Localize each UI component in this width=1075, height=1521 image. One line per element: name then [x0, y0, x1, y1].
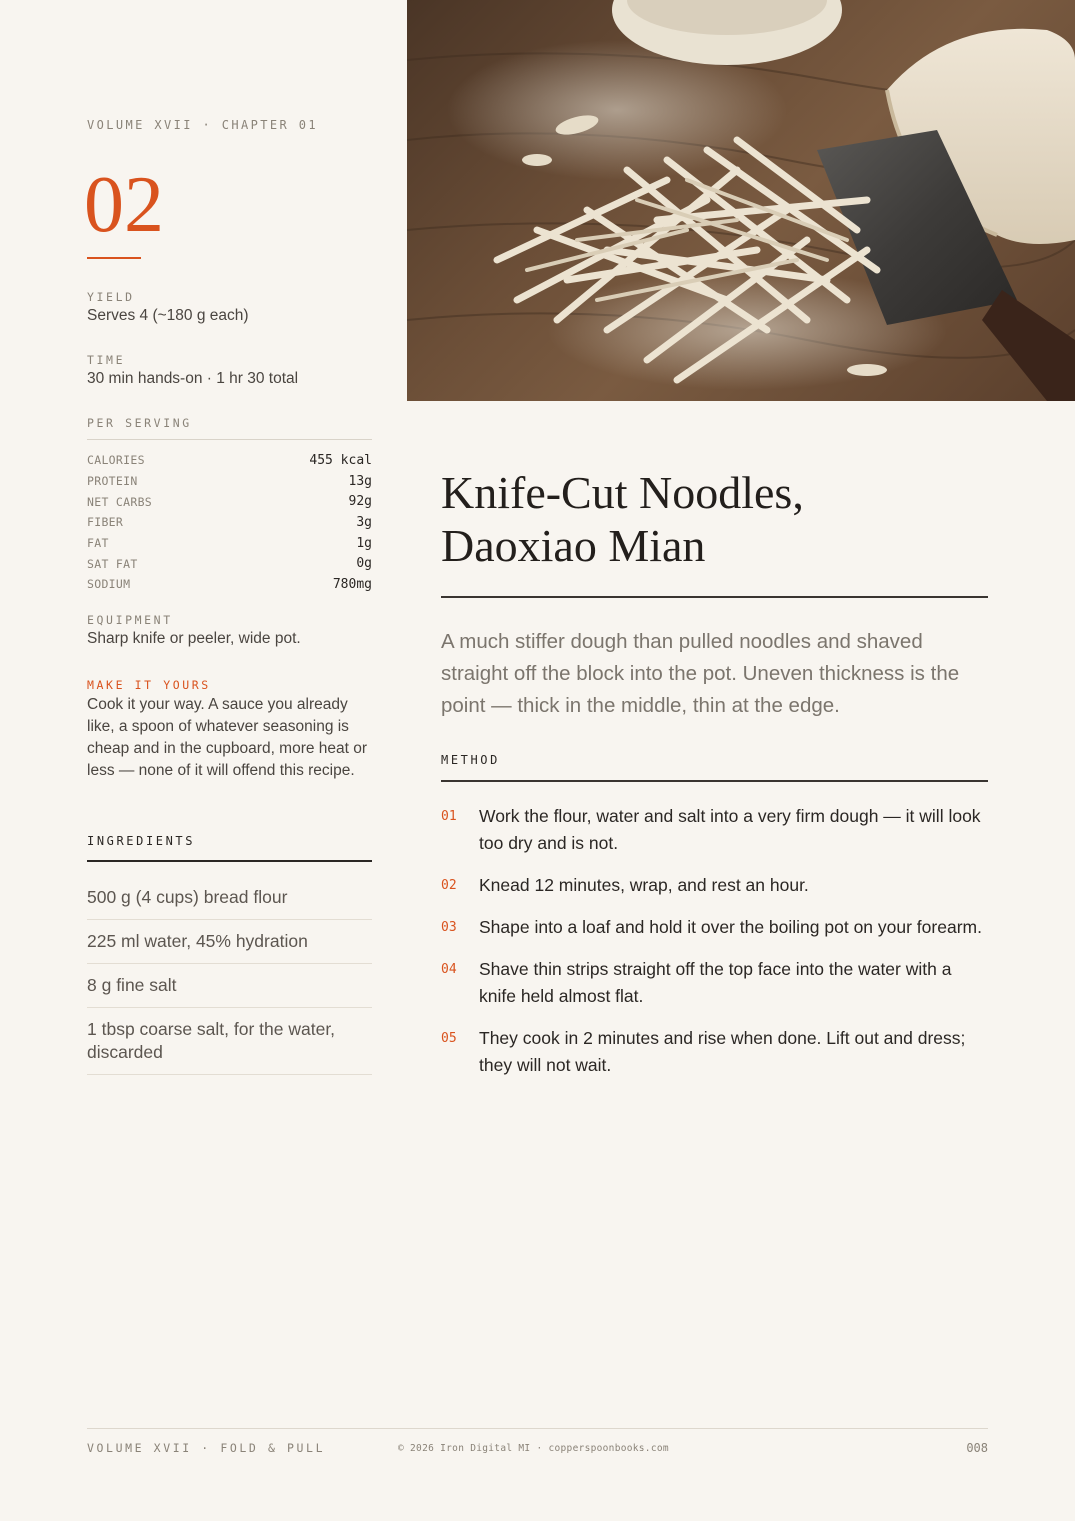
hero-photo	[407, 0, 1075, 401]
equipment-block	[87, 613, 372, 648]
step-text: Work the flour, water and salt into a very firm dough — it will look too dry and is not.	[479, 806, 981, 853]
nutrient-name: FIBER	[87, 515, 124, 530]
nutrition-row	[87, 553, 372, 574]
nutrition-row	[87, 471, 372, 492]
time-label: TIME	[87, 353, 126, 367]
ingredient-item: 500 g (4 cups) bread flour	[87, 862, 372, 920]
nutrition-label: PER SERVING	[87, 416, 372, 440]
nutrient-value: 1g	[356, 535, 372, 551]
equipment-value: Sharp knife or peeler, wide pot.	[87, 630, 301, 647]
nutrition-row	[87, 574, 372, 595]
step-number: 04	[441, 962, 457, 977]
step-number: 05	[441, 1031, 457, 1046]
nutrient-name: NET CARBS	[87, 494, 153, 509]
step-number: 02	[441, 878, 457, 893]
nutrient-name: SAT FAT	[87, 556, 138, 571]
ingredient-item: 8 g fine salt	[87, 964, 372, 1008]
recipe-title-line-2: Daoxiao Mian	[441, 520, 706, 571]
step-number: 01	[441, 809, 457, 824]
method-steps	[441, 803, 988, 1094]
recipe-title	[441, 466, 988, 572]
make-it-yours-label: MAKE IT YOURS	[87, 678, 211, 692]
nutrient-name: CALORIES	[87, 453, 145, 468]
nutrient-name: PROTEIN	[87, 474, 138, 489]
page-number: 008	[966, 1441, 988, 1455]
method-step	[441, 914, 988, 941]
recipe-title-line-1: Knife-Cut Noodles,	[441, 467, 804, 518]
method-step	[441, 1025, 988, 1079]
make-it-yours-text: Cook it your way. A sauce you already like, a spoon of whatever seasoning is cheap and in the cupboard, more heat or less — none of it will offend this recipe.	[87, 696, 368, 779]
method-step	[441, 803, 988, 857]
nutrient-value: 3g	[356, 514, 372, 530]
step-text: Knead 12 minutes, wrap, and rest an hour.	[479, 875, 809, 895]
page-footer	[87, 1428, 988, 1468]
yield-block	[87, 290, 249, 325]
nutrient-value: 780mg	[332, 576, 372, 592]
step-text: Shave thin strips straight off the top face into the water with a knife held almost flat.	[479, 959, 952, 1006]
yield-value: Serves 4 (~180 g each)	[87, 307, 249, 324]
equipment-label: EQUIPMENT	[87, 613, 173, 627]
nutrition-table	[87, 450, 372, 595]
method-step	[441, 956, 988, 1010]
nutrition-row	[87, 491, 372, 512]
recipe-intro: A much stiffer dough than pulled noodles and shaved straight off the block into the pot. Uneven thickness is the point — thick in the middle, thin at the edge.	[441, 630, 960, 717]
nutrient-value: 455 kcal	[309, 452, 372, 468]
title-rule	[441, 596, 988, 598]
step-text: Shape into a loaf and hold it over the boiling pot on your forearm.	[479, 917, 982, 937]
step-text: They cook in 2 minutes and rise when done. Lift out and dress; they will not wait.	[479, 1028, 966, 1075]
chapter-number: 02	[84, 161, 164, 249]
noodle-photo-illustration	[407, 0, 1075, 401]
chapter-kicker: VOLUME XVII · CHAPTER 01	[87, 118, 318, 132]
chapter-rule	[87, 257, 141, 259]
time-value: 30 min hands-on · 1 hr 30 total	[87, 370, 299, 387]
nutrient-value: 13g	[348, 473, 372, 489]
nutrient-value: 92g	[348, 494, 372, 510]
nutrient-value: 0g	[356, 556, 372, 572]
ingredients-block	[87, 834, 372, 1075]
yield-label: YIELD	[87, 290, 135, 304]
time-block	[87, 353, 298, 388]
method-step	[441, 872, 988, 899]
ingredients-heading: INGREDIENTS	[87, 834, 372, 862]
nutrition-row	[87, 450, 372, 471]
nutrient-name: FAT	[87, 536, 109, 551]
footer-copyright: © 2026 Iron Digital MI · copperspoonbooks.com	[398, 1443, 669, 1454]
nutrition-row	[87, 533, 372, 554]
nutrient-name: SODIUM	[87, 577, 131, 592]
nutrition-row	[87, 512, 372, 533]
footer-volume: VOLUME XVII · FOLD & PULL	[87, 1441, 326, 1455]
step-number: 03	[441, 920, 457, 935]
nutrition-block	[87, 416, 372, 595]
ingredients-list	[87, 862, 372, 1075]
ingredient-item: 225 ml water, 45% hydration	[87, 920, 372, 964]
make-it-yours-block	[87, 678, 372, 782]
method-heading: METHOD	[441, 753, 988, 782]
ingredient-item: 1 tbsp coarse salt, for the water, discarded	[87, 1008, 372, 1075]
